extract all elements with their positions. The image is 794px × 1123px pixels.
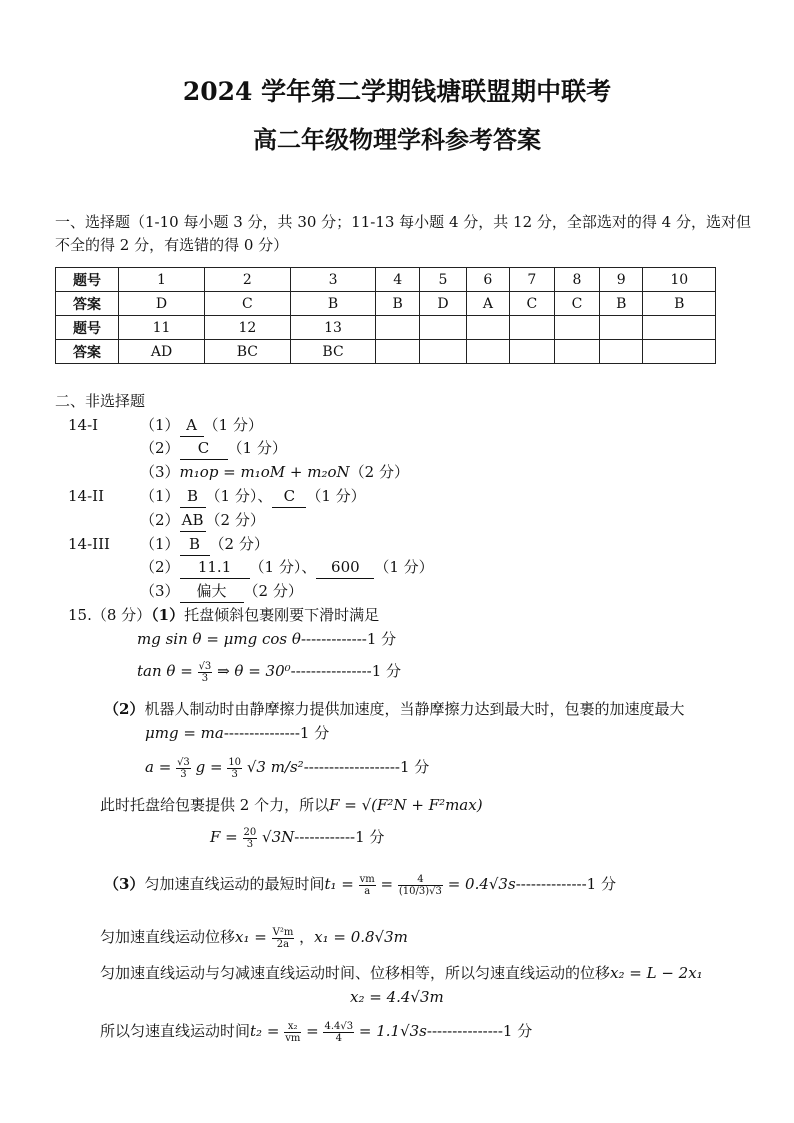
q15-part2-heading xyxy=(104,698,684,720)
table-cell xyxy=(419,340,466,364)
table-cell: BC xyxy=(205,340,291,364)
score: ---------------1 分 xyxy=(223,724,330,742)
fraction xyxy=(284,1021,301,1044)
q15-p2-equation-2 xyxy=(145,756,429,780)
table-cell: 10 xyxy=(643,268,716,292)
table-cell: 8 xyxy=(554,268,599,292)
formula: a = xyxy=(145,758,172,776)
table-cell xyxy=(466,316,509,340)
answer-blank: B xyxy=(180,533,210,556)
score: （1 分）、 xyxy=(205,487,273,505)
page-subtitle: 高二年级物理学科参考答案 xyxy=(253,125,541,154)
q14-2-answer-1 xyxy=(140,485,366,508)
formula: = 0.4√3s xyxy=(447,875,516,893)
table-cell: 答案 xyxy=(56,340,119,364)
q14-1-answer-1 xyxy=(140,414,263,437)
q14-1-answer-3 xyxy=(140,461,409,483)
table-cell: 11 xyxy=(119,316,205,340)
fraction xyxy=(398,874,443,897)
table-cell: D xyxy=(419,292,466,316)
q15-p1-text: 托盘倾斜包裹刚要下滑时满足 xyxy=(184,606,380,624)
answer-blank: 600 xyxy=(316,556,374,579)
fraction-denominator: 4 xyxy=(335,1032,342,1044)
table-cell xyxy=(509,340,554,364)
table-cell xyxy=(509,316,554,340)
table-cell: 答案 xyxy=(56,292,119,316)
item-number: （1） xyxy=(140,487,180,505)
table-cell: 7 xyxy=(509,268,554,292)
q15-p1-equation-2 xyxy=(137,660,401,684)
item-number: （3） xyxy=(140,582,180,600)
q14-3-label: 14-III xyxy=(68,535,110,553)
table-cell: C xyxy=(554,292,599,316)
table-cell xyxy=(599,340,642,364)
fraction xyxy=(227,757,242,780)
answer-table xyxy=(55,267,716,364)
item-number: （2） xyxy=(140,439,180,457)
q15-p3-text4: 所以匀速直线运动时间 xyxy=(100,1022,251,1040)
table-cell: 12 xyxy=(205,316,291,340)
formula: F = xyxy=(210,828,238,846)
table-cell: B xyxy=(376,292,419,316)
table-cell: B xyxy=(599,292,642,316)
q15-p2-text2: 此时托盘给包裹提供 2 个力，所以 xyxy=(100,796,330,814)
fraction-numerator: 10 xyxy=(228,756,242,768)
table-cell xyxy=(599,316,642,340)
q14-3-answer-2 xyxy=(140,556,434,579)
table-cell xyxy=(643,340,716,364)
formula: = 1.1√3s xyxy=(358,1022,427,1040)
fraction-denominator: 3 xyxy=(246,838,254,850)
fraction xyxy=(272,927,295,950)
fraction-numerator: 4 xyxy=(398,874,443,886)
fraction-denominator: 3 xyxy=(231,768,238,780)
answer-blank: 偏大 xyxy=(180,580,244,603)
fraction-numerator: V²m xyxy=(272,926,294,938)
q14-1-answer-2 xyxy=(140,437,287,460)
score: ------------1 分 xyxy=(294,828,385,846)
item-number: （1） xyxy=(140,535,180,553)
table-cell xyxy=(643,316,716,340)
answer-blank: C xyxy=(180,437,228,460)
formula: x₂ = 4.4√3m xyxy=(350,988,444,1006)
table-row xyxy=(56,268,716,292)
score: （2 分） xyxy=(209,535,269,553)
answer-blank: A xyxy=(180,414,204,437)
q15-part3-heading xyxy=(104,873,616,897)
table-cell xyxy=(554,316,599,340)
formula: = xyxy=(306,1022,319,1040)
section1-instructions-line2: 不全的得 2 分，有选错的得 0 分） xyxy=(55,236,289,254)
score: （1 分） xyxy=(203,416,263,434)
score: （1 分） xyxy=(306,487,366,505)
q15-p2-text: 机器人制动时由静摩擦力提供加速度，当静摩擦力达到最大时，包裹的加速度最大 xyxy=(144,700,685,718)
answer-blank: C xyxy=(272,485,306,508)
table-cell xyxy=(466,340,509,364)
fraction-numerator: √3 xyxy=(198,660,212,672)
q15-p3-line-2 xyxy=(100,926,408,950)
formula: tan θ = xyxy=(137,662,193,680)
q15-p3-line-5 xyxy=(100,1020,532,1044)
q14-2-label: 14-II xyxy=(68,487,105,505)
fraction xyxy=(323,1021,354,1044)
table-row xyxy=(56,292,716,316)
score: ---------------1 分 xyxy=(426,1022,533,1040)
table-cell xyxy=(554,340,599,364)
q15-p2-text-2 xyxy=(100,794,483,816)
table-cell: B xyxy=(643,292,716,316)
fraction-numerator: x₂ xyxy=(284,1021,301,1033)
table-cell: 3 xyxy=(290,268,376,292)
formula: g = xyxy=(195,758,223,776)
formula: t₁ = xyxy=(324,875,354,893)
formula: √3 m/s² xyxy=(246,758,304,776)
item-number: （1） xyxy=(151,606,185,624)
answer-blank: 11.1 xyxy=(180,556,250,579)
score: -------------1 分 xyxy=(300,630,397,648)
q15-p2-equation-4 xyxy=(210,826,384,850)
fraction-denominator: vm xyxy=(285,1032,301,1044)
table-cell: 题号 xyxy=(56,268,119,292)
q15-part1-heading xyxy=(68,604,379,626)
table-cell: C xyxy=(205,292,291,316)
item-number: （3） xyxy=(140,463,180,481)
section2-heading: 二、非选择题 xyxy=(55,392,146,410)
answer-blank: B xyxy=(180,485,206,508)
table-cell: 1 xyxy=(119,268,205,292)
q14-3-answer-1 xyxy=(140,533,269,556)
fraction-numerator: 20 xyxy=(243,826,257,838)
table-cell: 5 xyxy=(419,268,466,292)
q15-p3-text: 匀加速直线运动的最短时间 xyxy=(144,875,325,893)
score: （1 分） xyxy=(374,558,434,576)
fraction-denominator: 3 xyxy=(180,768,187,780)
fraction-denominator: a xyxy=(364,885,371,897)
separator: ， xyxy=(299,928,315,946)
formula: x₁ = 0.8√3m xyxy=(314,928,408,946)
table-cell: 13 xyxy=(290,316,376,340)
table-cell xyxy=(419,316,466,340)
formula: x₂ = L − 2x₁ xyxy=(610,964,703,982)
section1-instructions-line1: 一、选择题（1-10 每小题 3 分，共 30 分；11-13 每小题 4 分，共 12 分，全部选对的得 4 分，选对但 xyxy=(55,213,751,231)
table-row xyxy=(56,340,716,364)
item-number: （2） xyxy=(140,558,180,576)
table-cell: D xyxy=(119,292,205,316)
fraction xyxy=(243,827,258,850)
q15-head: 15.（8 分） xyxy=(68,606,152,624)
q14-3-answer-3 xyxy=(140,580,303,603)
table-cell: B xyxy=(290,292,376,316)
table-cell xyxy=(376,316,419,340)
score: --------------1 分 xyxy=(515,875,616,893)
q15-p2-equation-1 xyxy=(145,722,329,744)
fraction-numerator: vm xyxy=(359,873,375,885)
table-cell: C xyxy=(509,292,554,316)
formula: ⇒ θ = 30⁰ xyxy=(217,662,291,680)
formula: mg sin θ = μmg cos θ xyxy=(137,630,301,648)
item-number: （1） xyxy=(140,416,180,434)
table-cell: BC xyxy=(290,340,376,364)
q15-p3-text3: 匀加速直线运动与匀减速直线运动时间、位移相等，所以匀速直线运动的位移 xyxy=(100,964,611,982)
score: （2 分） xyxy=(349,463,409,481)
table-cell: A xyxy=(466,292,509,316)
score: ----------------1 分 xyxy=(290,662,402,680)
q15-p3-line-4 xyxy=(350,986,444,1008)
fraction xyxy=(176,757,191,780)
formula: √3N xyxy=(262,828,295,846)
table-cell: AD xyxy=(119,340,205,364)
score: （2 分） xyxy=(243,582,303,600)
item-number: （2） xyxy=(140,511,180,529)
fraction-numerator: √3 xyxy=(177,756,190,768)
fraction-denominator: 2a xyxy=(276,938,290,950)
formula: m₁op = m₁oM + m₂oN xyxy=(179,463,350,481)
score: （1 分）、 xyxy=(249,558,317,576)
q15-p3-line-3 xyxy=(100,962,703,984)
score: （2 分） xyxy=(205,511,265,529)
formula: F = √(F²N + F²max) xyxy=(329,796,483,814)
answer-blank: AB xyxy=(180,509,206,532)
table-cell: 题号 xyxy=(56,316,119,340)
formula: = xyxy=(380,875,394,893)
q14-2-answer-2 xyxy=(140,509,265,532)
table-cell: 2 xyxy=(205,268,291,292)
page-title: 2024 学年第二学期钱塘联盟期中联考 xyxy=(182,77,612,106)
q15-p1-equation-1 xyxy=(137,628,396,650)
table-cell: 6 xyxy=(466,268,509,292)
table-cell xyxy=(376,340,419,364)
item-number: （2） xyxy=(104,700,145,718)
q14-1-label: 14-I xyxy=(68,416,99,434)
fraction-numerator: 4.4√3 xyxy=(324,1020,354,1032)
score: -------------------1 分 xyxy=(303,758,430,776)
formula: μmg = ma xyxy=(145,724,224,742)
item-number: （3） xyxy=(104,875,145,893)
formula: x₁ = xyxy=(235,928,267,946)
fraction-denominator: (10/3)√3 xyxy=(398,885,442,897)
score: （1 分） xyxy=(227,439,287,457)
fraction xyxy=(359,874,376,897)
fraction xyxy=(198,661,213,684)
formula: t₂ = xyxy=(250,1022,280,1040)
fraction-denominator: 3 xyxy=(201,672,209,684)
table-row xyxy=(56,316,716,340)
q15-p3-text2: 匀加速直线运动位移 xyxy=(100,928,236,946)
table-cell: 4 xyxy=(376,268,419,292)
table-cell: 9 xyxy=(599,268,642,292)
